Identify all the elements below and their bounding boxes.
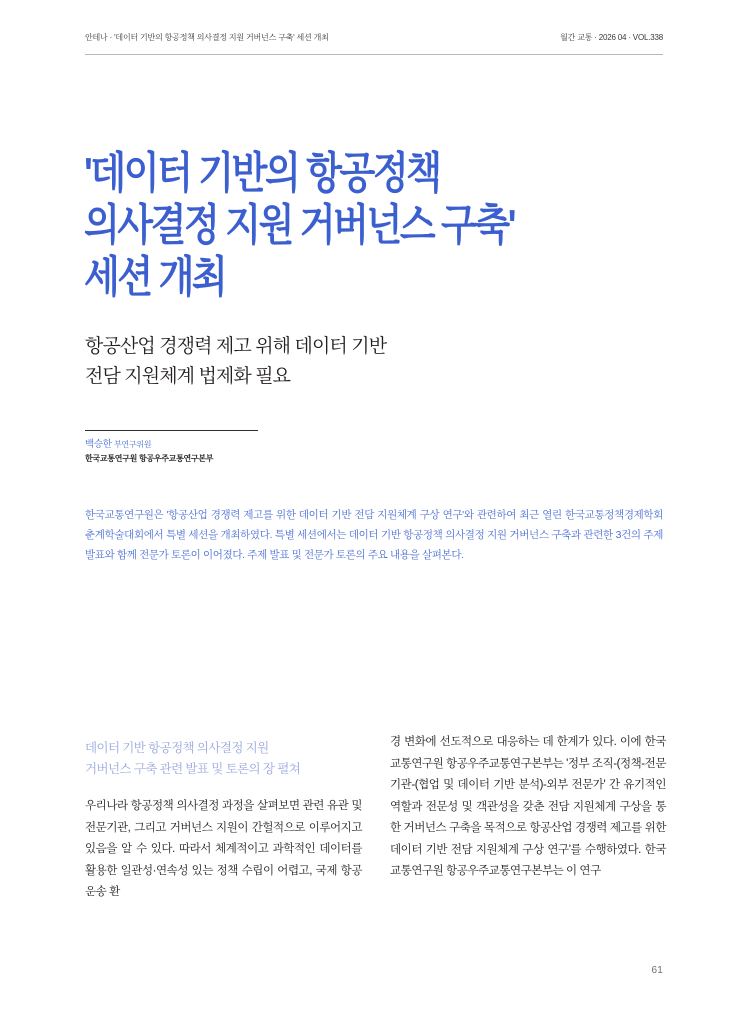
author-role: 부연구위원 xyxy=(113,440,152,449)
affiliation-department: 항공우주교통연구본부 xyxy=(138,454,214,463)
subtitle-line-2: 전담 지원체계 법제화 필요 xyxy=(85,366,291,387)
body-column-right xyxy=(390,732,666,883)
title-line-3: 세션 개최 xyxy=(84,253,226,302)
affiliation-institute: 한국교통연구원 xyxy=(85,454,137,463)
byline-divider xyxy=(85,430,258,431)
body-paragraph: 우리나라 항공정책 의사결정 과정을 살펴보면 관련 유관 및 전문기관, 그리고 거버넌스 지원이 간헐적으로 이루어지고 있음을 알 수 있다. 따라서 체계적이고 과학적인 데이터를 활용한 일관성·연속성 있는 정책 수립이 어렵고, 국제 항공운송 환 xyxy=(85,800,362,898)
subtitle-line-1: 항공산업 경쟁력 제고 위해 데이터 기반 xyxy=(85,336,387,357)
byline-author xyxy=(85,436,265,450)
title-line-2: 의사결정 지원 거버넌스 구축' xyxy=(84,201,515,250)
page-number: 61 xyxy=(651,965,663,976)
title-line-1: '데이터 기반의 항공정책 xyxy=(84,149,440,198)
body-paragraph: 경 변화에 선도적으로 대응하는 데 한계가 있다. 이에 한국교통연구원 항공우주교통연구본부는 '정부 조직-(정책-전문기관-(협업 및 데이터 기반 분석)-외부 전문가' 간 유기적인 역할과 전문성 및 객관성을 갖춘 전담 지원체계 구상을 통한 거버넌스 구축을 목적으로 항공산업 경쟁력 제고를 위한 데이터 기반 전담 지원체계 구상 연구'를 수행하였다. 한국교통연구원 항공우주교통연구본부는 이 연구 xyxy=(390,736,666,877)
byline-affiliation xyxy=(85,453,265,464)
body-column-left xyxy=(85,796,362,904)
running-header-right: 월간 교통 · 2026 04 · VOL.338 xyxy=(560,33,663,42)
section-heading xyxy=(85,738,375,780)
lead-paragraph: 한국교통연구원은 '항공산업 경쟁력 제고를 위한 데이터 기반 전담 지원체계 구상 연구'와 관련하여 최근 열린 한국교통정책경제학회 춘계학술대회에서 특별 세션을 개최하였다. 특별 세션에서는 데이터 기반 항공정책 의사결정 지원 거버넌스 구축과 관련한 3건의 주제 발표와 함께 전문가 토론이 이어졌다. 주제 발표 및 전문가 토론의 주요 내용을 살펴본다. xyxy=(85,509,663,561)
section-heading-line-1: 데이터 기반 항공정책 의사결정 지원 xyxy=(85,741,269,755)
running-header-left: 안테나 · '데이터 기반의 항공정책 의사결정 지원 거버넌스 구축' 세션 개최 xyxy=(85,33,329,42)
page-title xyxy=(84,148,688,304)
author-name: 백승한 xyxy=(85,439,112,450)
page-subtitle xyxy=(85,332,668,392)
byline xyxy=(85,430,265,464)
running-header xyxy=(85,32,663,55)
section-heading-line-2: 거버넌스 구축 관련 발표 및 토론의 장 펼쳐 xyxy=(85,762,301,776)
